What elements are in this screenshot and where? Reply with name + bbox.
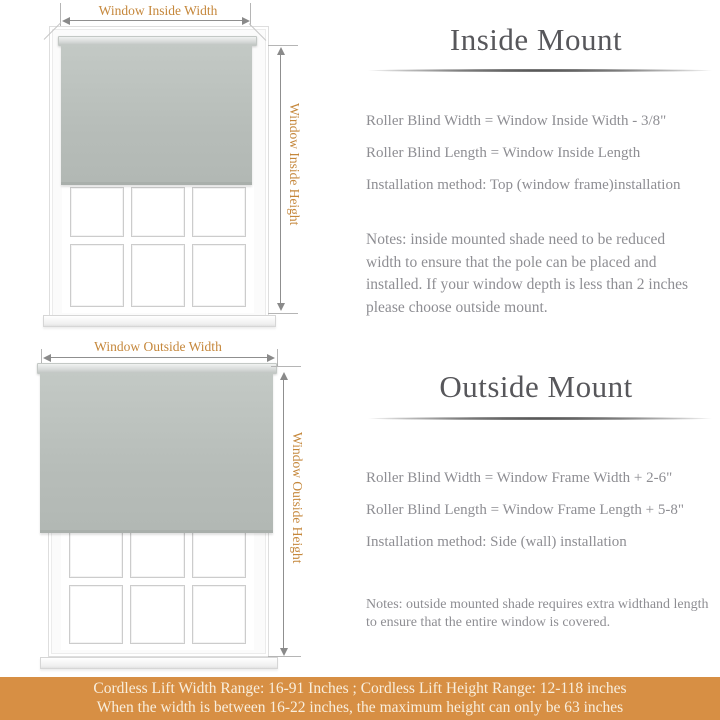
tick-line — [268, 45, 298, 46]
banner-line-2: When the width is between 16-22 inches, the maximum height can only be 63 inches — [96, 698, 624, 716]
inside-mount-title: Inside Mount — [449, 22, 623, 57]
height-arrow-line — [283, 378, 284, 650]
window-pane — [192, 187, 246, 237]
arrowhead-left-icon — [62, 17, 70, 25]
tick-line — [268, 313, 298, 314]
window-pane — [70, 187, 124, 237]
inside-height-label: Window Inside Height — [287, 103, 302, 226]
tick-line — [268, 656, 301, 657]
inside-width-label: Window Inside Width — [98, 3, 218, 18]
window-pane — [131, 244, 185, 307]
outside-width-label: Window Outside Width — [94, 339, 222, 354]
roller-blind-fabric — [40, 373, 273, 533]
outside-mount-title: Outside Mount — [439, 369, 633, 404]
outside-mount-rules — [366, 470, 684, 566]
window-pane — [131, 187, 185, 237]
width-arrow-line — [66, 20, 246, 21]
arrowhead-down-icon — [280, 648, 288, 656]
outside-mount-notes: Notes: outside mounted shade requires extra widthand length to ensure that the entire window is covered. — [366, 597, 709, 630]
banner-line-1: Cordless Lift Width Range: 16-91 Inches ; Cordless Lift Height Range: 12-118 inches — [93, 680, 627, 697]
tick-line — [271, 366, 301, 367]
rule-line: Roller Blind Length = Window Frame Length + 5-8" — [366, 502, 684, 518]
arrowhead-down-icon — [277, 303, 285, 311]
rule-line: Roller Blind Width = Window Frame Width + 2-6" — [366, 470, 673, 486]
inside-mount-notes: Notes: inside mounted shade need to be reduced width to ensure that the pole can be placed and installed. If your window depth is less than 2 inches please choose outside mount. — [366, 231, 689, 316]
window-pane — [192, 585, 246, 644]
window-pane — [69, 585, 123, 644]
window-sill — [40, 657, 278, 669]
roller-blind-fabric — [61, 45, 252, 185]
rule-line: Installation method: Top (window frame)installation — [366, 177, 681, 193]
rule-line: Roller Blind Length = Window Inside Length — [366, 145, 641, 161]
height-arrow-line — [280, 53, 281, 305]
width-arrow-line — [47, 357, 271, 358]
arrowhead-up-icon — [280, 372, 288, 380]
window-pane — [70, 244, 124, 307]
inside-mount-rules — [366, 113, 680, 209]
window-pane — [130, 585, 184, 644]
section-divider — [368, 417, 712, 420]
rule-line: Installation method: Side (wall) installation — [366, 534, 627, 550]
arrowhead-left-icon — [43, 354, 51, 362]
arrowhead-up-icon — [277, 47, 285, 55]
rule-line: Roller Blind Width = Window Inside Width - 3/8" — [366, 113, 667, 129]
size-range-banner — [0, 677, 720, 720]
window-sash — [62, 185, 254, 313]
outside-height-label: Window Outside Height — [290, 432, 305, 564]
arrowhead-right-icon — [267, 354, 275, 362]
section-divider — [368, 69, 712, 72]
window-sill — [43, 315, 276, 327]
tick-line — [277, 349, 278, 367]
window-pane — [192, 244, 246, 307]
